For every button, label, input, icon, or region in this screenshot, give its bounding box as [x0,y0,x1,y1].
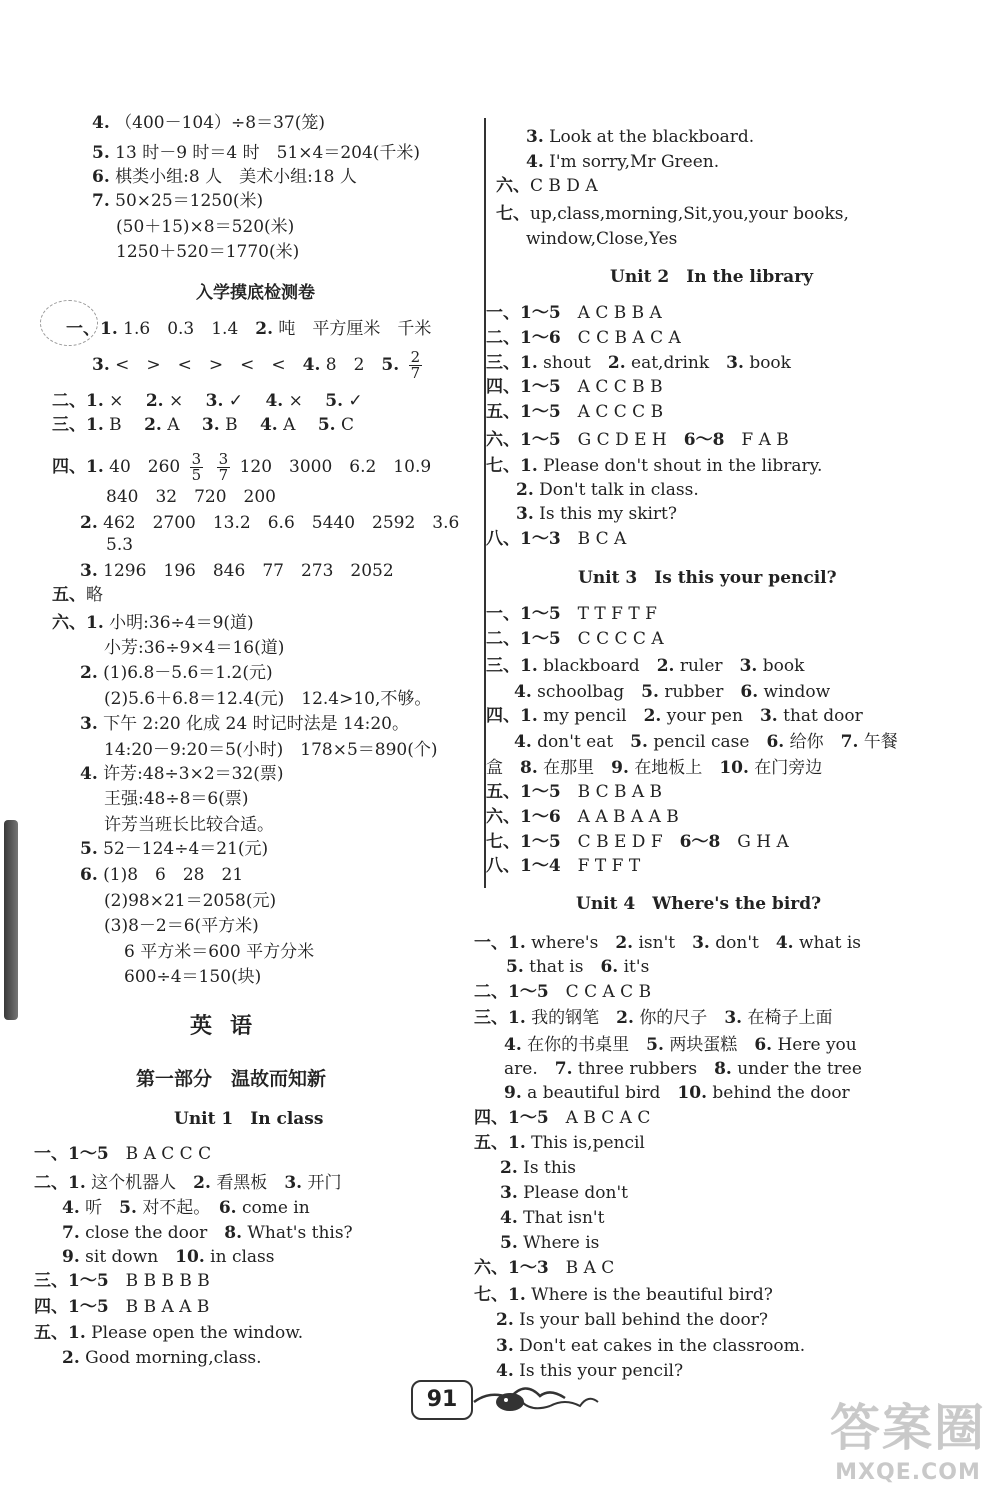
answer-line: 2. 462 2700 13.2 6.6 5440 2592 3.6 [80,513,460,533]
answer-line: 七、1～5 C B E D F 6～8 G H A [486,832,789,852]
answer-line: 6. (1)8 6 28 21 [80,865,244,885]
answer-line: 二、1～6 C C B A C A [486,328,681,348]
unit-title: Unit 4 Where's the bird? [576,894,822,914]
english-title: 英语 [190,1013,271,1039]
page-number: 91 [426,1387,458,1412]
answer-line: 一、1～5 B A C C C [34,1144,212,1164]
answer-line: 一、1～5 A C B B A [486,303,662,323]
answer-line: 14:20－9:20＝5(小时) 178×5＝890(个) [104,740,438,760]
answer-line: (2)5.6＋6.8＝12.4(元) 12.4>10,不够。 [104,689,432,709]
answer-line: 2. Is this [500,1158,576,1178]
unit-title: Unit 1 In class [174,1109,324,1129]
answer-line: 3. 下午 2:20 化成 24 时记时法是 14:20。 [80,714,409,734]
answer-line: 6. 棋类小组:8 人 美术小组:18 人 [92,167,357,187]
answer-line: 四、1～5 B B A A B [34,1297,210,1317]
answer-line: are. 7. three rubbers 8. under the tree [504,1059,862,1079]
answer-line: 八、1～3 B C A [486,529,627,549]
answer-line: 6 平方米＝600 平方分米 [124,942,315,962]
answer-line: (3)8－2＝6(平方米) [104,916,259,936]
answer-line: 3. < > < > < < 4. 8 2 5. $\frac{2}{7}$ [92,348,421,382]
page-number-box [411,1380,473,1420]
answer-line: 三、1. B 2. A 3. B 4. A 5. C [52,415,354,435]
answer-line: 王强:48÷8＝6(票) [104,789,249,809]
answer-line: 一、1. where's 2. isn't 3. don't 4. what is [474,933,862,953]
answer-line: 5. that is 6. it's [506,957,650,977]
section-title: 入学摸底检测卷 [196,283,315,303]
answer-line: 三、1. 我的钢笔 2. 你的尺子 3. 在椅子上面 [474,1008,833,1028]
answer-line: 1250＋520＝1770(米) [116,242,300,262]
answer-line: 四、1～5 A C C B B [486,377,663,397]
answer-line: 五、1. Please open the window. [34,1323,304,1343]
answer-line: 四、1. my pencil 2. your pen 3. that door [486,706,863,726]
answer-line: 一、1～5 T T F T F [486,604,657,624]
answer-line: 六、1～6 A A B A A B [486,807,679,827]
answer-line: 3. Look at the blackboard. [526,127,755,147]
answer-line: 2. (1)6.8－5.6＝1.2(元) [80,663,273,683]
answer-line: window,Close,Yes [526,229,678,249]
answer-line: 7. close the door 8. What's this? [62,1223,353,1243]
answer-line: 2. Is your ball behind the door? [496,1310,769,1330]
answer-line: 二、1. × 2. × 3. ✓ 4. × 5. ✓ [52,391,363,411]
answer-line: 5.3 [106,535,134,555]
part-title: 第一部分 温故而知新 [136,1068,327,1090]
answer-line: 2. Don't talk in class. [516,480,699,500]
answer-line: 八、1～4 F T F T [486,856,641,876]
answer-line: 3. 1296 196 846 77 273 2052 [80,561,394,581]
answer-line: 4. Is this your pencil? [496,1361,684,1381]
unit-title: Unit 3 Is this your pencil? [578,568,837,588]
watermark-logo: 答案圈 [830,1399,986,1457]
answer-line: 4. （400－104）÷8＝37(笼) [92,113,326,133]
answer-line: (2)98×21＝2058(元) [104,891,277,911]
answer-line: 小芳:36÷9×4＝16(道) [104,638,285,658]
answer-line: (50＋15)×8＝520(米) [116,217,295,237]
answer-line: 4. schoolbag 5. rubber 6. window [514,682,831,702]
answer-line: 盒 8. 在那里 9. 在地板上 10. 在门旁边 [486,758,823,778]
answer-line: 3. Don't eat cakes in the classroom. [496,1336,806,1356]
answer-line: 5. Where is [500,1233,600,1253]
answer-line: 4. I'm sorry,Mr Green. [526,152,720,172]
answer-line: 七、up,class,morning,Sit,you,your books, [496,204,849,224]
answer-line: 五、1～5 B C B A B [486,782,663,802]
answer-line: 4. don't eat 5. pencil case 6. 给你 7. 午餐 [514,732,898,752]
answer-line: 三、1～5 B B B B B [34,1271,210,1291]
answer-line: 七、1. Where is the beautiful bird? [474,1285,773,1305]
answer-line: 六、C B D A [496,176,598,196]
answer-line: 4. That isn't [500,1208,605,1228]
answer-line: 二、1. 这个机器人 2. 看黑板 3. 开门 [34,1173,342,1193]
answer-line: 2. Good morning,class. [62,1348,262,1368]
answer-line: 9. sit down 10. in class [62,1247,275,1267]
scan-shadow [4,820,18,1020]
answer-line: 五、1～5 A C C C B [486,402,664,422]
answer-line: 五、略 [52,585,103,605]
watermark [830,1388,986,1485]
answer-line: 600÷4＝150(块) [124,967,262,987]
fraction: $\frac{3}{5}$ [191,450,202,484]
fraction: $\frac{2}{7}$ [410,348,421,382]
answer-line: 3. Please don't [500,1183,628,1203]
answer-line: 六、1. 小明:36÷4＝9(道) [52,613,254,633]
answer-line: 4. 听 5. 对不起。 6. come in [62,1198,310,1218]
answer-line: 三、1. shout 2. eat,drink 3. book [486,353,791,373]
answer-line: 六、1～3 B A C [474,1258,615,1278]
answer-line: 7. 50×25＝1250(米) [92,191,264,211]
answer-line: 一、1. 1.6 0.3 1.4 2. 吨 平方厘米 千米 [66,319,432,339]
answer-line: 5. 13 时－9 时＝4 时 51×4＝204(千米) [92,143,421,163]
answer-line: 5. 52－124÷4＝21(元) [80,839,269,859]
answer-line: 二、1～5 C C C C A [486,629,664,649]
answer-line: 许芳当班长比较合适。 [104,815,274,835]
watermark-url: MXQE.COM [835,1460,981,1485]
answer-line: 840 32 720 200 [106,487,276,507]
answer-line: 七、1. Please don't shout in the library. [486,456,823,476]
answer-line: 9. a beautiful bird 10. behind the door [504,1083,850,1103]
unit-title: Unit 2 In the library [610,267,814,287]
answer-line: 六、1～5 G C D E H 6～8 F A B [486,430,789,450]
answer-line: 4. 在你的书桌里 5. 两块蛋糕 6. Here you [504,1035,857,1055]
answer-line: 四、1～5 A B C A C [474,1108,651,1128]
decorative-fish-icon [470,1372,610,1422]
answer-line: 四、1. 40 260 $\frac{3}{5}$ $\frac{3}{7}$ 120 3000 6.2 10.9 [52,450,432,484]
answer-line: 三、1. blackboard 2. ruler 3. book [486,656,805,676]
answer-line: 五、1. This is,pencil [474,1133,645,1153]
answer-line: 二、1～5 C C A C B [474,982,652,1002]
answer-line: 3. Is this my skirt? [516,504,678,524]
fraction: $\frac{3}{7}$ [218,450,229,484]
answer-line: 4. 许芳:48÷3×2＝32(票) [80,764,284,784]
